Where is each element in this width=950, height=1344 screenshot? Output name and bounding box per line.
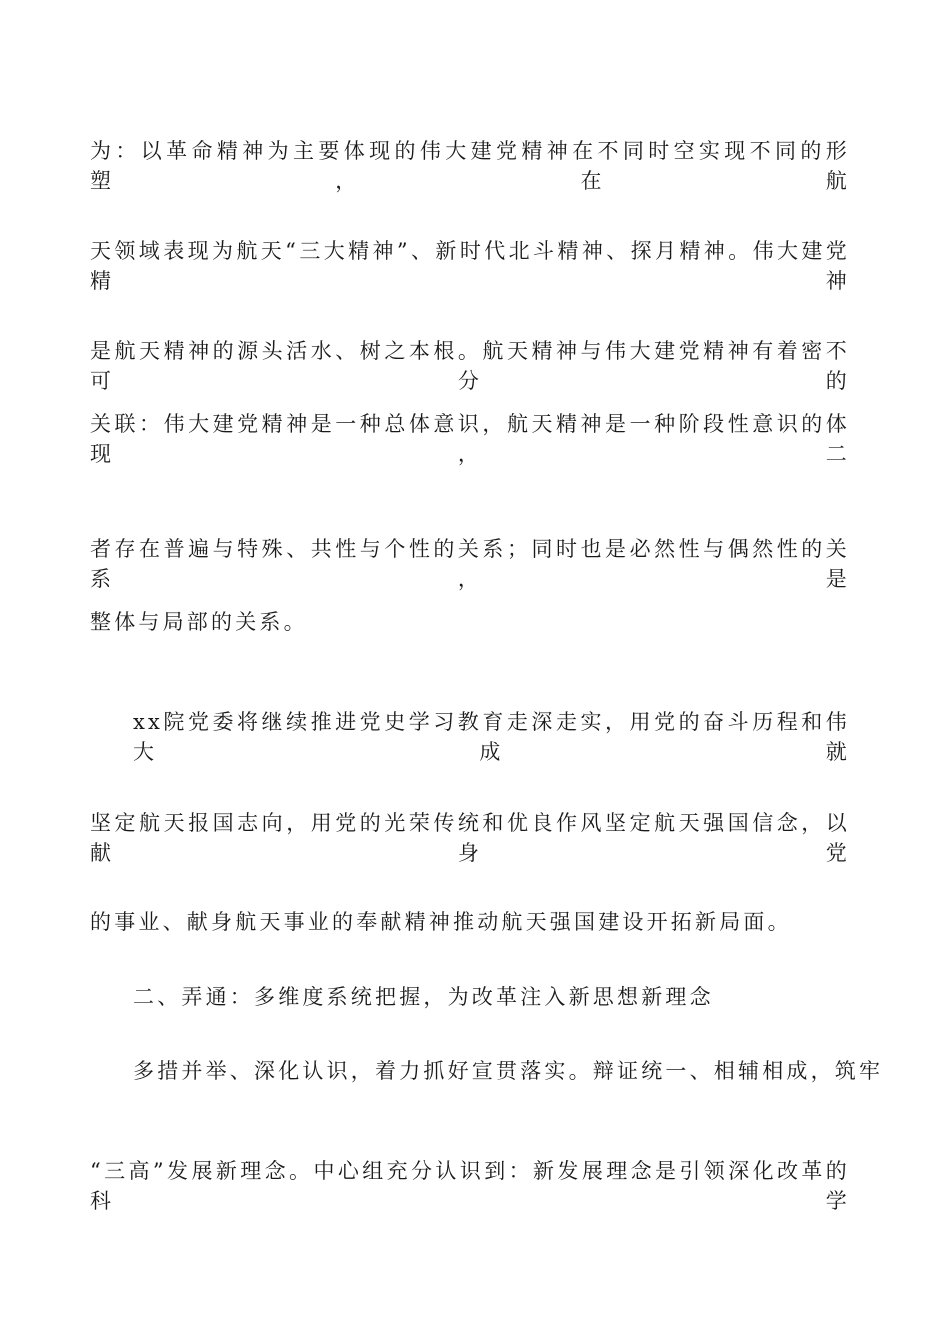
section-heading: 二、弄通：多维度系统把握，为改革注入新思想新理念	[133, 985, 714, 1009]
paragraph-line: 为：以革命精神为主要体现的伟大建党精神在不同时空实现不同的形塑，在航	[90, 139, 850, 193]
paragraph-line: xx院党委将继续推进党史学习教育走深走实，用党的奋斗历程和伟大成就	[133, 710, 850, 764]
paragraph-line: 的事业、献身航天事业的奉献精神推动航天强国建设开拓新局面。	[90, 910, 792, 934]
paragraph-line: 多措并举、深化认识，着力抓好宣贯落实。辩证统一、相辅相成，筑牢	[133, 1059, 884, 1083]
paragraph-line: 整体与局部的关系。	[90, 610, 308, 634]
paragraph-line: 者存在普遍与特殊、共性与个性的关系；同时也是必然性与偶然性的关系，是	[90, 537, 850, 591]
paragraph-line: 天领域表现为航天“三大精神”、新时代北斗精神、探月精神。伟大建党精神	[90, 239, 850, 293]
paragraph-line: 坚定航天报国志向，用党的光荣传统和优良作风坚定航天强国信念，以献身党	[90, 811, 850, 865]
paragraph-line: 是航天精神的源头活水、树之本根。航天精神与伟大建党精神有着密不可分的	[90, 339, 850, 393]
paragraph-line: “三高”发展新理念。中心组充分认识到：新发展理念是引领深化改革的科学	[90, 1159, 850, 1213]
paragraph-line: 关联：伟大建党精神是一种总体意识，航天精神是一种阶段性意识的体现，二	[90, 412, 850, 466]
